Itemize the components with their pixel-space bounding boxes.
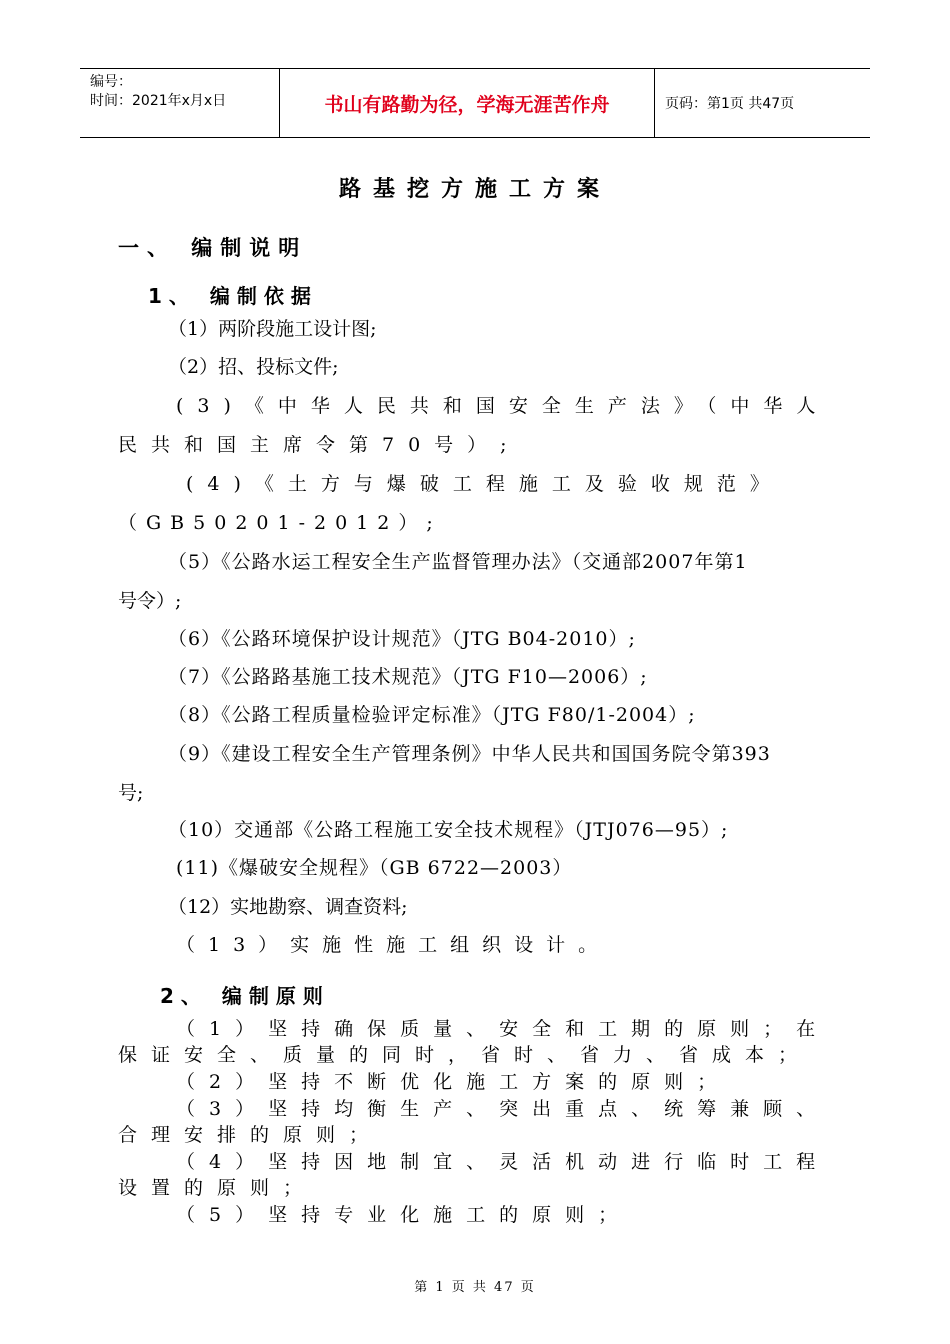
basis-item-8: （8）《公路工程质量检验评定标准》（JTG F80/1-2004）; (168, 704, 696, 726)
basis-item-3: (3)《中华人民共和国安全生产法》（中华人 (176, 395, 830, 417)
number-label: 编号： (90, 74, 132, 90)
basis-item-4: (4)《土方与爆破工程施工及验收规范》 (186, 473, 783, 495)
principle-item-5: （5）坚持专业化施工的原则； (176, 1204, 632, 1226)
basis-item-4-cont: （GB50201-2012）; (118, 512, 442, 534)
page-header (80, 68, 870, 138)
header-meta (80, 69, 280, 137)
basis-item-5: （5）《公路水运工程安全生产监督管理办法》（交通部2007年第1 (168, 551, 748, 573)
basis-item-11: (11)《爆破安全规程》（GB 6722—2003） (176, 857, 573, 879)
basis-item-1: （1）两阶段施工设计图; (168, 318, 377, 340)
basis-item-5-cont: 号令）; (118, 590, 182, 612)
basis-item-3-cont: 民共和国主席令第70号）; (118, 434, 521, 456)
principle-item-3: （3）坚持均衡生产、突出重点、统筹兼顾、 (176, 1098, 830, 1120)
principle-item-4: （4）坚持因地制宜、灵活机动进行临时工程 (176, 1151, 830, 1173)
basis-item-2: （2）招、投标文件; (168, 356, 339, 378)
principle-item-3-cont: 合理安排的原则； (118, 1124, 383, 1146)
principle-item-1-cont: 保证安全、质量的同时，省时、省力、省成本； (118, 1044, 812, 1066)
time-label: 时间：2021年x月x日 (90, 93, 227, 109)
subsection-heading-basis: 1、 编制依据 (148, 284, 318, 308)
principle-item-2: （2）坚持不断优化施工方案的原则； (176, 1071, 731, 1093)
basis-item-9-cont: 号; (118, 782, 144, 804)
basis-item-13: （13）实施性施工组织设计。 (176, 934, 611, 956)
document-title: 路基挖方施工方案 (338, 177, 611, 202)
basis-item-7: （7）《公路路基施工技术规范》（JTG F10—2006）; (168, 666, 648, 688)
header-motto: 书山有路勤为径，学海无涯苦作舟 (280, 69, 655, 137)
header-page-info: 页码：第1页 共47页 (665, 96, 795, 112)
basis-item-6: （6）《公路环境保护设计规范》（JTG B04-2010）; (168, 628, 636, 650)
principle-item-1: （1）坚持确保质量、安全和工期的原则；在 (176, 1018, 830, 1040)
basis-item-12: （12）实地勘察、调查资料; (168, 896, 408, 918)
basis-item-9: （9）《建设工程安全生产管理条例》中华人民共和国国务院令第393 (168, 743, 771, 765)
page-footer: 第 1 页 共 47 页 (414, 1280, 536, 1295)
principle-item-4-cont: 设置的原则； (118, 1177, 317, 1199)
basis-item-10: （10）交通部《公路工程施工安全技术规程》（JTJ076—95）; (168, 819, 729, 841)
section-heading-1: 一、 编制说明 (118, 236, 308, 260)
subsection-heading-principles: 2、 编制原则 (160, 984, 330, 1008)
